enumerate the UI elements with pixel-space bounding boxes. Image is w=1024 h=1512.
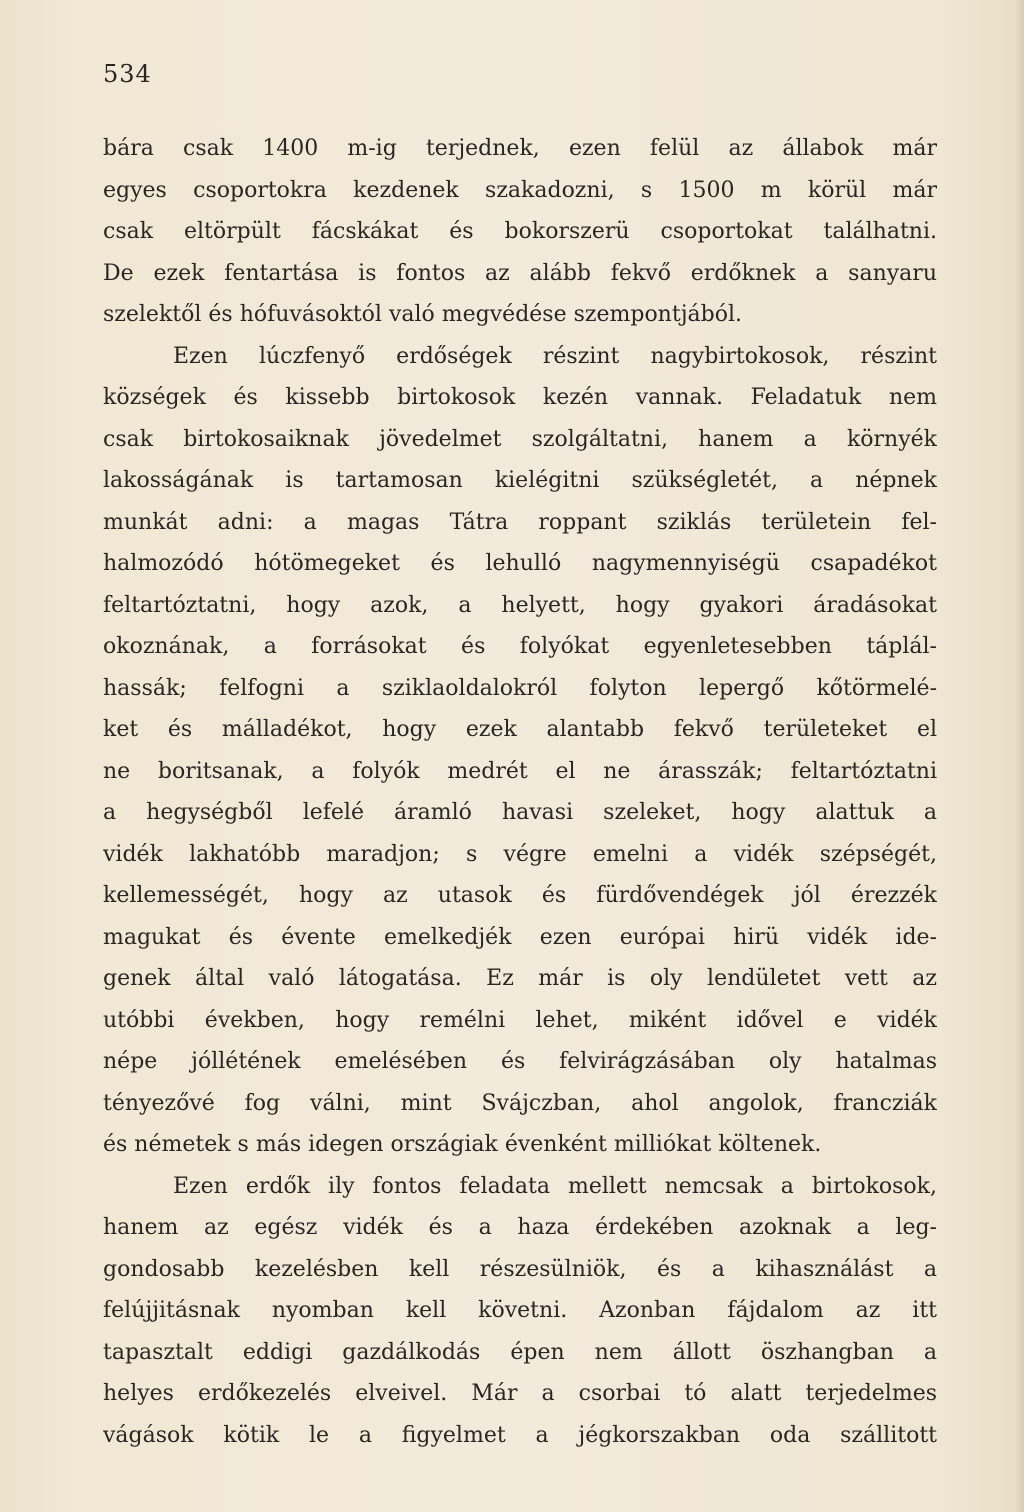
text-line: De ezek fentartása is fontos az alább fekvő erdőknek a sanyaru <box>103 260 937 286</box>
text-line: csak eltörpült fácskákat és bokorszerü csoportokat találhatni. <box>103 219 937 244</box>
text-line: utóbbi években, hogy remélni lehet, miként idővel e vidék <box>103 1007 937 1033</box>
text-line: feltartóztatni, hogy azok, a helyett, hogy gyakori áradásokat <box>103 592 937 618</box>
text-line: magukat és évente emelkedjék ezen európai hirü vidék ide- <box>103 924 937 950</box>
text-line: ket és málladékot, hogy ezek alantabb fekvő területeket el <box>103 717 937 742</box>
text-line: halmozódó hótömegeket és lehulló nagymennyiségü csapadékot <box>103 551 937 576</box>
text-line: népe jóllétének emelésében és felvirágzásában oly hatalmas <box>103 1049 937 1074</box>
text-line: hanem az egész vidék és a haza érdekében azoknak a leg- <box>103 1215 937 1240</box>
text-line: községek és kissebb birtokosok kezén vannak. Feladatuk nem <box>103 385 937 410</box>
text-line: okoznának, a forrásokat és folyókat egyenletesebben táplál- <box>103 634 937 659</box>
text-line: a hegységből lefelé áramló havasi szeleket, hogy alattuk a <box>103 800 937 825</box>
text-line: genek által való látogatása. Ez már is oly lendületet vett az <box>103 966 937 991</box>
page-edge-shadow <box>1014 0 1024 1512</box>
text-line: gondosabb kezelésben kell részesülniök, és a kihasználást a <box>103 1256 937 1282</box>
text-line: és németek s más idegen országiak évenként milliókat költenek. <box>103 1132 822 1157</box>
text-line: szelektől és hófuvásoktól való megvédése szempontjából. <box>103 302 742 327</box>
text-line: Ezen lúczfenyő erdőségek részint nagybirtokosok, részint <box>173 343 937 369</box>
text-line: ne boritsanak, a folyók medrét el ne árasszák; feltartóztatni <box>103 758 937 784</box>
page-number: 534 <box>103 60 152 88</box>
text-line: Ezen erdők ily fontos feladata mellett nemcsak a birtokosok, <box>173 1173 937 1199</box>
text-line: tényezővé fog válni, mint Svájczban, ahol angolok, francziák <box>103 1090 937 1116</box>
text-line: munkát adni: a magas Tátra roppant sziklás területein fel- <box>103 509 937 535</box>
text-line: felújjitásnak nyomban kell követni. Azonban fájdalom az itt <box>103 1298 937 1323</box>
text-line: egyes csoportokra kezdenek szakadozni, s 1500 m körül már <box>103 177 937 203</box>
body-text <box>103 128 937 1456</box>
text-line: lakosságának is tartamosan kielégitni szükségletét, a népnek <box>103 468 937 493</box>
text-line: helyes erdőkezelés elveivel. Már a csorbai tó alatt terjedelmes <box>103 1381 937 1406</box>
text-line: kellemességét, hogy az utasok és fürdővendégek jól érezzék <box>103 883 937 908</box>
text-line: csak birtokosaiknak jövedelmet szolgáltatni, hanem a környék <box>103 426 937 452</box>
text-line: bára csak 1400 m-ig terjednek, ezen felül az állabok már <box>103 136 937 161</box>
text-line: tapasztalt eddigi gazdálkodás épen nem állott öszhangban a <box>103 1339 937 1365</box>
text-line: vágások kötik le a figyelmet a jégkorszakban oda szállitott <box>103 1422 937 1448</box>
text-line: vidék lakhatóbb maradjon; s végre emelni a vidék szépségét, <box>103 841 937 867</box>
text-line: hassák; felfogni a sziklaoldalokról folyton lepergő kőtörmelé- <box>103 675 937 701</box>
